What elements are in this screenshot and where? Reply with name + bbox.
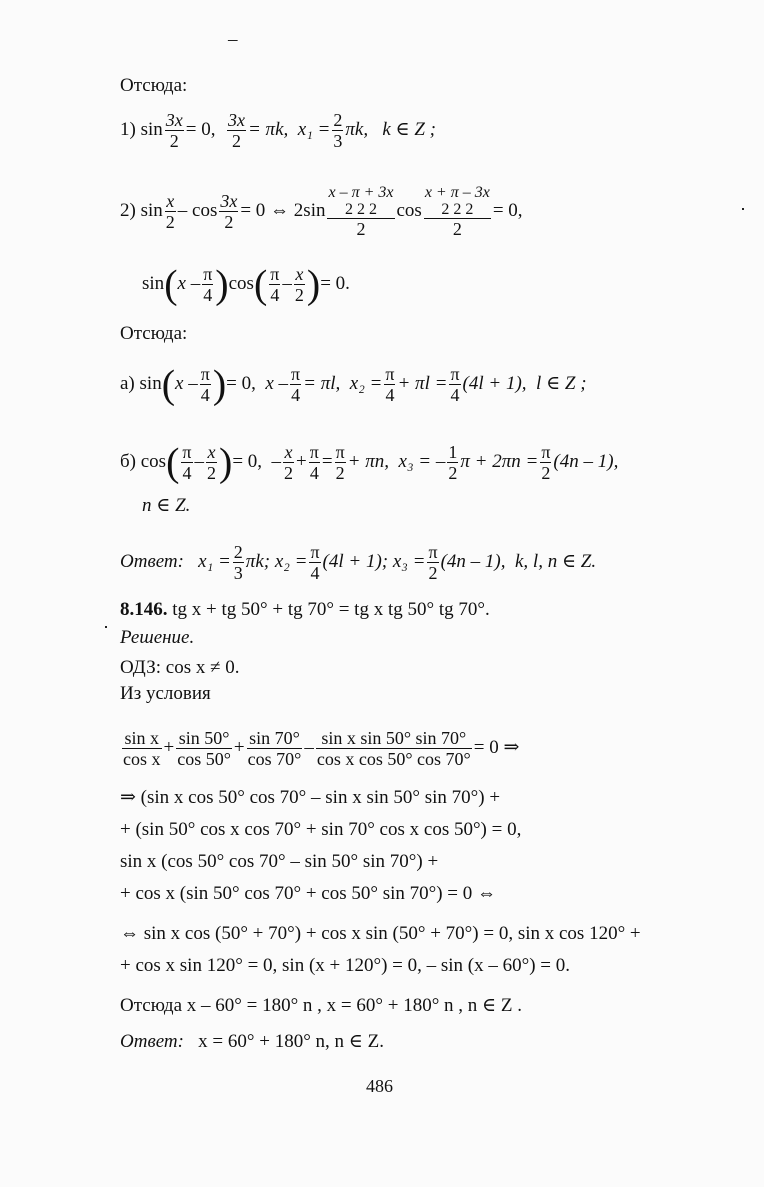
numerator: π [291,364,301,384]
fraction [309,542,320,583]
text: = 0. [320,272,350,294]
numerator: π [203,264,213,284]
numerator: π [310,542,320,562]
denominator: 2 [294,285,304,305]
numerator: π [541,442,551,462]
text: (4l + 1); x₃ = [322,550,426,572]
text: x₁ = [297,118,331,140]
solution-label: Решение. [120,627,195,648]
numerator: π [335,442,345,462]
problem-line [120,598,490,622]
denominator: 2 [231,131,241,151]
numerator: 3x [227,110,245,130]
text: πk; x₂ = [245,550,308,572]
paren: ) [212,361,227,407]
numerator: π [428,542,438,562]
case-b-label: б) [120,450,136,472]
text: = πk, [247,118,289,140]
fraction [202,264,213,305]
denominator: 4 [309,463,319,483]
fraction [176,728,232,769]
text: + πn, [347,450,390,472]
fraction [122,728,162,769]
iz-usloviya: Из условия [120,683,211,704]
line-case-b [120,439,619,485]
text: (4n – 1), [440,550,506,572]
fraction [227,110,246,151]
text: x₂ = [349,372,383,394]
fraction [449,364,460,405]
text: l ∈ Z ; [536,372,587,394]
fraction [335,442,346,483]
text: = πl, [303,372,341,394]
numerator: sin x [122,728,162,749]
line-case-2 [120,184,523,239]
fraction [247,728,303,769]
answer-2 [120,1030,384,1054]
denominator: 4 [310,563,320,583]
scan-speck [105,626,107,628]
numerator: 2 [233,542,243,562]
step-3: sin x (cos 50° cos 70° – sin 50° sin 70°) + [120,851,439,872]
fraction [309,442,320,483]
page-number: 486 [366,1076,393,1096]
case-a-label: а) [120,372,135,394]
fraction [219,191,238,232]
text: k ∈ Z ; [382,118,436,140]
text: = [321,450,333,472]
numerator: sin x sin 50° sin 70° [316,728,472,749]
text: + πl = [397,372,448,394]
text: + [163,736,175,758]
odz-line: ОДЗ: cos x ≠ 0. [120,657,240,678]
fraction [269,264,280,305]
denominator: 2 [207,463,216,483]
denominator: 4 [270,285,280,305]
text: + [296,450,307,472]
problem-statement: tg x + tg 50° + tg 70° = tg x tg 50° tg 70°. [172,599,490,620]
paren: ( [253,261,268,307]
fraction [540,442,551,483]
fraction [233,542,244,583]
text: x – [177,272,201,294]
cos-text: – cos [177,199,218,221]
denominator: 2 [452,219,462,239]
denominator: 2 [169,131,179,151]
denominator: 2 [448,463,458,483]
text: π + 2πn = [460,450,539,472]
step-6: + cos x sin 120° = 0, sin (x + 120°) = 0, – sin (x – 60°) = 0. [120,955,571,976]
denominator: 2 [224,212,234,232]
step-2: + (sin 50° cos x cos 70° + sin 70° cos x cos 50°) = 0, [120,819,522,840]
sin-text: sin [140,199,163,221]
compound-fraction [327,184,394,239]
paren: ( [166,439,180,485]
text: = 0, [232,450,263,472]
numerator-top: x + π – 3x [424,184,490,201]
text: x₃ = – [398,450,446,472]
numerator: 3x [165,110,183,130]
answer-text: x = 60° + 180° n, n ∈ Z. [198,1031,384,1052]
numerator: 3x [220,191,238,211]
cos-text: cos [396,199,422,221]
denominator: 4 [291,385,301,405]
answer-label: Ответ: [120,550,184,572]
numerator: x [166,191,175,211]
denominator: 2 [165,212,175,232]
denominator: 2 [541,463,551,483]
numerator-bottom: 2 2 2 [424,201,491,219]
fraction [165,110,184,151]
n-in-z: n ∈ Z. [142,495,191,516]
text: x – [265,372,289,394]
answer-1 [120,542,596,583]
numerator: π [450,364,460,384]
numerator: x [295,264,304,284]
denominator: 2 [428,563,438,583]
heading-otsyuda-1: Отсюда: [120,75,188,96]
text: = 0, [185,118,216,140]
numerator: sin 70° [247,728,303,749]
denominator: 2 [335,463,345,483]
text: πk, [345,118,369,140]
fraction [181,442,192,483]
cos-text: cos [140,450,167,472]
scan-speck [742,208,744,210]
numerator: 1 [448,442,458,462]
denominator: cos 70° [247,749,302,769]
numerator: π [309,442,319,462]
paren: ( [164,261,178,307]
denominator: 4 [203,285,213,305]
text: x – [175,372,198,394]
fraction [200,364,211,405]
step-4: + cos x (sin 50° cos 70° + cos 50° sin 70°) = 0 ⇔ [120,883,497,904]
case-2-number: 2) [120,199,136,221]
fraction [294,264,305,305]
paren: ( [161,361,176,407]
denominator: 2 [356,219,366,239]
line-case-1 [120,110,436,151]
numerator: π [385,364,395,384]
text: = 0, [492,199,523,221]
denominator: 4 [182,463,192,483]
step-5: ⇔ sin x cos (50° + 70°) + cos x sin (50° + 70°) = 0, sin x cos 120° + [120,923,641,944]
text: + [233,736,245,758]
step-1: ⇒ (sin x cos 50° cos 70° – sin x sin 50° sin 70°) + [120,787,501,808]
fraction [384,364,395,405]
fraction [316,728,472,769]
fraction [447,442,458,483]
text: k, l, n ∈ Z. [514,550,597,572]
denominator: 2 [284,463,294,483]
denominator: 3 [233,563,243,583]
fraction [165,191,176,232]
denominator: 3 [333,131,343,151]
text: – [194,450,204,472]
numerator: π [182,442,192,462]
fraction [290,364,301,405]
text: – [271,450,282,472]
paren: ) [219,439,233,485]
denominator: cos x [123,749,161,769]
denominator: 4 [450,385,460,405]
numerator: sin 50° [176,728,232,749]
sin-text: sin [140,118,163,140]
text: = 0, [226,372,256,394]
numerator: π [270,264,280,284]
sin-text: sin [142,272,165,294]
denominator: cos x cos 50° cos 70° [316,749,471,769]
line-case-a [120,361,587,407]
paren: ) [306,261,321,307]
paren: ) [215,261,229,307]
sin-text: sin [139,372,162,394]
numerator: x [284,442,293,462]
line-product [142,261,350,307]
denominator: 4 [200,385,210,405]
otsyuda-3: Отсюда x – 60° = 180° n , x = 60° + 180° n , n ∈ Z . [120,995,522,1016]
line-big-fraction [120,728,519,769]
fraction [332,110,343,151]
compound-fraction [424,184,491,239]
case-1-number: 1) [120,118,136,140]
numerator: π [200,364,210,384]
numerator-bottom: 2 2 2 [327,201,394,219]
text: – [304,736,314,758]
fraction [206,442,217,483]
text: – [282,272,292,294]
numerator: x [207,442,216,462]
text: (4l + 1), [462,372,527,394]
fraction [283,442,294,483]
heading-otsyuda-2: Отсюда: [120,323,188,344]
text: = 0 ⇔ 2sin [240,199,326,221]
numerator-top: x – π + 3x [328,184,394,201]
numerator: 2 [333,110,343,130]
fraction [427,542,438,583]
text: (4n – 1), [553,450,619,472]
denominator: 4 [385,385,395,405]
denominator: cos 50° [177,749,231,769]
answer-label: Ответ: [120,1031,184,1052]
text: = 0 ⇒ [473,736,520,758]
cos-text: cos [228,272,254,294]
text: x₁ = [198,550,231,572]
problem-number: 8.146. [120,599,168,620]
top-mark: – [228,29,238,50]
